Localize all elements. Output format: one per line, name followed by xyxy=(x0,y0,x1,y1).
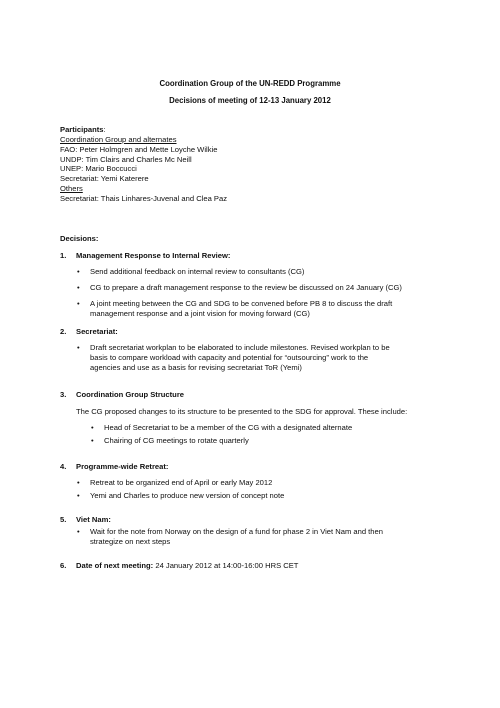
cg-alternates-heading: Coordination Group and alternates xyxy=(60,134,177,144)
section-6-title: Date of next meeting: xyxy=(76,561,154,570)
others-heading: Others xyxy=(60,184,83,194)
section-4-heading xyxy=(60,462,168,472)
section-3-number: 3. xyxy=(60,390,67,399)
section-5-title: Viet Nam: xyxy=(76,515,111,524)
document-subtitle: Decisions of meeting of 12-13 January 2012 xyxy=(169,96,331,105)
section-6-heading xyxy=(60,561,298,571)
bullet-text: Wait for the note from Norway on the design of a fund for phase 2 in Viet Nam and then xyxy=(90,527,383,536)
participants-heading-line xyxy=(60,125,470,135)
section-1-title: Management Response to Internal Review: xyxy=(76,251,231,260)
bullet-icon: • xyxy=(91,423,94,432)
list-item xyxy=(77,299,393,319)
section-4-title: Programme-wide Retreat: xyxy=(76,462,169,471)
participant-line-others: Secretariat: Thais Linhares-Juvenal and Clea Paz xyxy=(60,194,228,204)
section-2-title: Secretariat: xyxy=(76,327,118,336)
bullet-text: Draft secretariat workplan to be elaborated to include milestones. Revised workplan to be xyxy=(90,343,390,352)
section-1-heading xyxy=(60,251,230,261)
section-5-heading xyxy=(60,515,111,525)
list-item xyxy=(91,423,353,433)
bullet-text: CG to prepare a draft management response to the review be discussed on 24 January (CG) xyxy=(90,283,402,292)
decisions-heading: Decisions: xyxy=(60,234,99,243)
bullet-text: strategize on next steps xyxy=(90,536,171,546)
list-item xyxy=(77,527,383,547)
bullet-icon: • xyxy=(77,283,80,292)
document-title: Coordination Group of the UN-REDD Programme xyxy=(159,79,341,88)
list-item xyxy=(77,343,390,373)
section-2-number: 2. xyxy=(60,327,67,336)
bullet-icon: • xyxy=(77,343,80,352)
bullet-icon: • xyxy=(77,299,80,308)
section-3-heading xyxy=(60,390,184,400)
section-1-number: 1. xyxy=(60,251,67,260)
bullet-text: Retreat to be organized end of April or early May 2012 xyxy=(90,478,273,487)
list-item xyxy=(77,283,402,293)
bullet-text: Yemi and Charles to produce new version of concept note xyxy=(90,491,285,500)
list-item xyxy=(77,267,305,277)
section-4-number: 4. xyxy=(60,462,67,471)
bullet-text: Send additional feedback on internal review to consultants (CG) xyxy=(90,267,305,276)
participants-heading-colon: : xyxy=(103,125,106,134)
bullet-text: agencies and use as a basis for revising secretariat ToR (Yemi) xyxy=(90,362,302,372)
bullet-text: Head of Secretariat to be a member of the CG with a designated alternate xyxy=(104,423,353,432)
bullet-text: A joint meeting between the CG and SDG to be convened before PB 8 to discuss the draft xyxy=(90,299,393,308)
section-2-heading xyxy=(60,327,118,337)
section-3-title: Coordination Group Structure xyxy=(76,390,184,399)
bullet-text: Chairing of CG meetings to rotate quarterly xyxy=(104,436,249,445)
section-5-number: 5. xyxy=(60,515,67,524)
participants-heading: Participants xyxy=(60,125,104,134)
participant-line-unep: UNEP: Mario Boccucci xyxy=(60,164,137,174)
list-item xyxy=(91,436,249,446)
bullet-text: management response and a joint vision for moving forward (CG) xyxy=(90,308,310,318)
participants-section xyxy=(60,125,470,204)
next-meeting-date: 24 January 2012 at 14:00-16:00 HRS CET xyxy=(155,561,299,570)
participant-line-secretariat: Secretariat: Yemi Katerere xyxy=(60,174,149,184)
participant-line-fao: FAO: Peter Holmgren and Mette Loyche Wilkie xyxy=(60,144,218,154)
list-item xyxy=(77,491,285,501)
bullet-icon: • xyxy=(77,491,80,500)
bullet-icon: • xyxy=(91,436,94,445)
section-3-intro: The CG proposed changes to its structure to be presented to the SDG for approval. These include: xyxy=(76,407,408,416)
bullet-icon: • xyxy=(77,478,80,487)
bullet-text: basis to compare workload with capacity and potential for “outsourcing” work to the xyxy=(90,352,369,362)
bullet-icon: • xyxy=(77,527,80,536)
participant-line-undp: UNDP: Tim Clairs and Charles Mc Neill xyxy=(60,154,192,164)
bullet-icon: • xyxy=(77,267,80,276)
list-item xyxy=(77,478,273,488)
section-6-number: 6. xyxy=(60,561,67,570)
